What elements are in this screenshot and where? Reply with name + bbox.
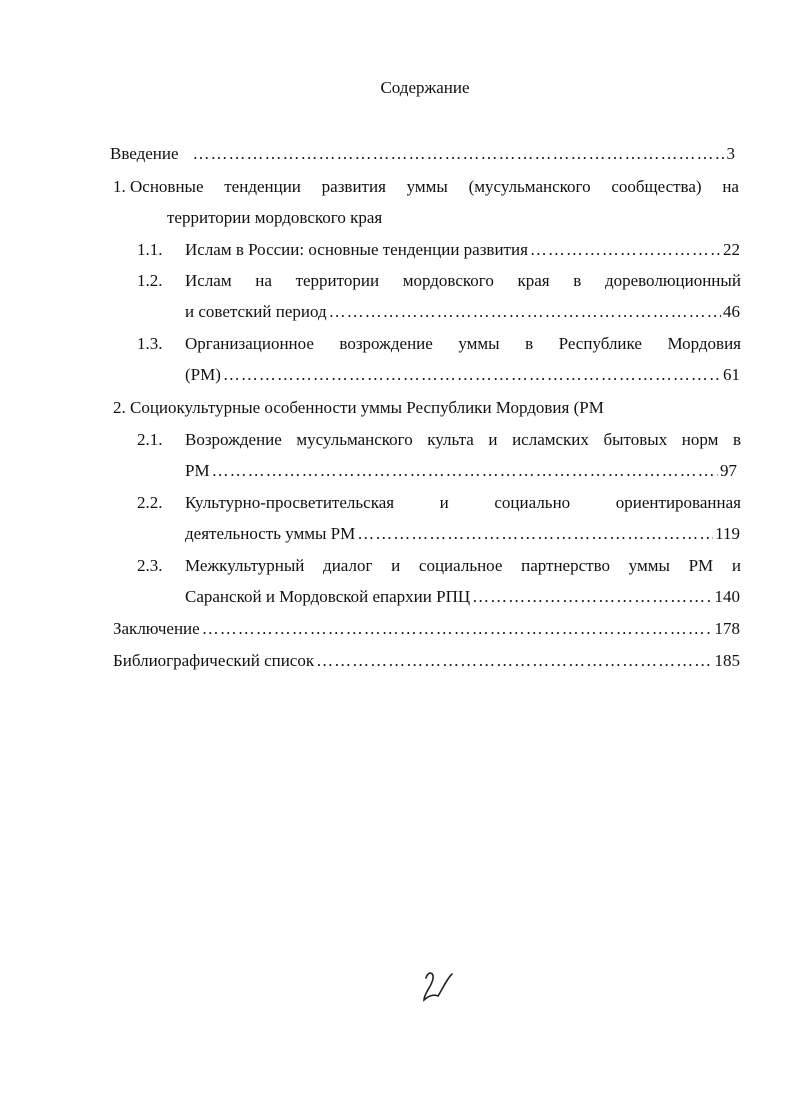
toc-section-number: 2.1. <box>137 430 163 449</box>
toc-label: и советский период <box>185 302 327 321</box>
toc-word: уммы <box>458 334 500 353</box>
toc-label: Ислам в России: основные тенденции развития <box>185 240 528 259</box>
toc-word: в <box>525 334 534 353</box>
toc-word: и <box>439 493 449 512</box>
toc-word: на <box>722 177 739 196</box>
toc-word: РМ <box>688 556 714 575</box>
handwritten-page-mark <box>418 966 458 1006</box>
toc-entry-bibliography <box>113 650 740 672</box>
toc-word: и <box>731 556 741 575</box>
toc-word: (мусульманского <box>468 177 591 196</box>
toc-entry-2-3 <box>185 555 741 577</box>
toc-page: 185 <box>714 651 740 670</box>
toc-word: территории <box>295 271 380 290</box>
toc-label: Библиографический список <box>113 651 315 670</box>
toc-word: Возрождение <box>185 430 282 449</box>
toc-entry-1-3-cont <box>185 364 740 386</box>
toc-label: (РМ) <box>185 365 221 384</box>
toc-word: Ислам <box>185 271 232 290</box>
toc-leader <box>316 650 712 672</box>
toc-word: тенденции <box>224 177 301 196</box>
toc-page: 178 <box>714 619 740 638</box>
toc-word: и <box>391 556 401 575</box>
toc-entry-chapter-1 <box>113 176 739 198</box>
toc-word: Республике <box>558 334 642 353</box>
toc-page: 46 <box>723 302 740 321</box>
toc-entry-2-3-cont <box>185 586 740 608</box>
toc-section-number: 2.3. <box>137 556 163 575</box>
toc-word: социальное <box>418 556 503 575</box>
toc-label: Введение <box>110 144 179 163</box>
toc-entry-2-1 <box>185 429 741 451</box>
toc-leader <box>472 586 712 608</box>
toc-word: развития <box>321 177 386 196</box>
toc-page: 3 <box>726 144 735 163</box>
toc-entry-1-1 <box>185 239 740 261</box>
toc-word: Мордовия <box>667 334 741 353</box>
toc-word: бытовых <box>603 430 668 449</box>
toc-entry-1-3 <box>185 333 741 355</box>
toc-leader <box>530 239 721 261</box>
toc-word: ориентированная <box>615 493 741 512</box>
toc-label: деятельность уммы РМ <box>185 524 356 543</box>
toc-entry-1-2 <box>185 270 741 292</box>
toc-leader <box>202 618 713 640</box>
toc-word: сообщества) <box>611 177 702 196</box>
toc-entry-1-2-cont <box>185 301 740 323</box>
toc-page: 61 <box>723 365 740 384</box>
toc-word: и <box>488 430 498 449</box>
toc-word: на <box>255 271 272 290</box>
toc-label: РМ <box>185 461 210 480</box>
toc-entry-2-2 <box>185 492 741 514</box>
toc-word: норм <box>681 430 719 449</box>
toc-word: диалог <box>323 556 373 575</box>
toc-leader <box>357 523 713 545</box>
toc-entry-conclusion <box>113 618 740 640</box>
toc-label: Саранской и Мордовской епархии РПЦ <box>185 587 471 606</box>
toc-page: 119 <box>715 524 740 543</box>
toc-leader <box>223 364 721 386</box>
toc-section-number: 2.2. <box>137 493 163 512</box>
toc-entry-intro <box>110 143 735 165</box>
toc-word: края <box>517 271 550 290</box>
toc-entry-2-1-cont <box>185 460 737 482</box>
toc-word: в <box>732 430 741 449</box>
toc-section-number: 1.1. <box>137 240 163 259</box>
toc-word: исламских <box>512 430 589 449</box>
toc-word: уммы <box>406 177 448 196</box>
toc-entry-chapter-1-cont: территории мордовского края <box>167 208 383 227</box>
toc-page: 22 <box>723 240 740 259</box>
toc-word: партнерство <box>521 556 610 575</box>
page-title: Содержание <box>380 78 470 97</box>
toc-page: 97 <box>720 461 737 480</box>
toc-section-number: 1.2. <box>137 271 163 290</box>
toc-word: культа <box>427 430 474 449</box>
toc-word: Культурно-просветительская <box>185 493 395 512</box>
toc-page: 140 <box>714 587 740 606</box>
toc-word: 1. Основные <box>113 177 204 196</box>
toc-label: Заключение <box>113 619 200 638</box>
toc-word: социально <box>494 493 571 512</box>
toc-word: Организационное <box>185 334 314 353</box>
toc-entry-chapter-2: 2. Социокультурные особенности уммы Республики Мордовия (РМ <box>113 398 604 417</box>
toc-word: уммы <box>628 556 670 575</box>
toc-word: дореволюционный <box>604 271 741 290</box>
toc-word: Межкультурный <box>185 556 305 575</box>
toc-word: мордовского <box>402 271 494 290</box>
toc-leader <box>212 460 718 482</box>
toc-entry-2-2-cont <box>185 523 740 545</box>
toc-leader <box>329 301 721 323</box>
toc-word: мусульманского <box>296 430 413 449</box>
toc-section-number: 1.3. <box>137 334 163 353</box>
toc-leader <box>193 143 725 165</box>
toc-word: в <box>573 271 582 290</box>
toc-word: возрождение <box>339 334 433 353</box>
